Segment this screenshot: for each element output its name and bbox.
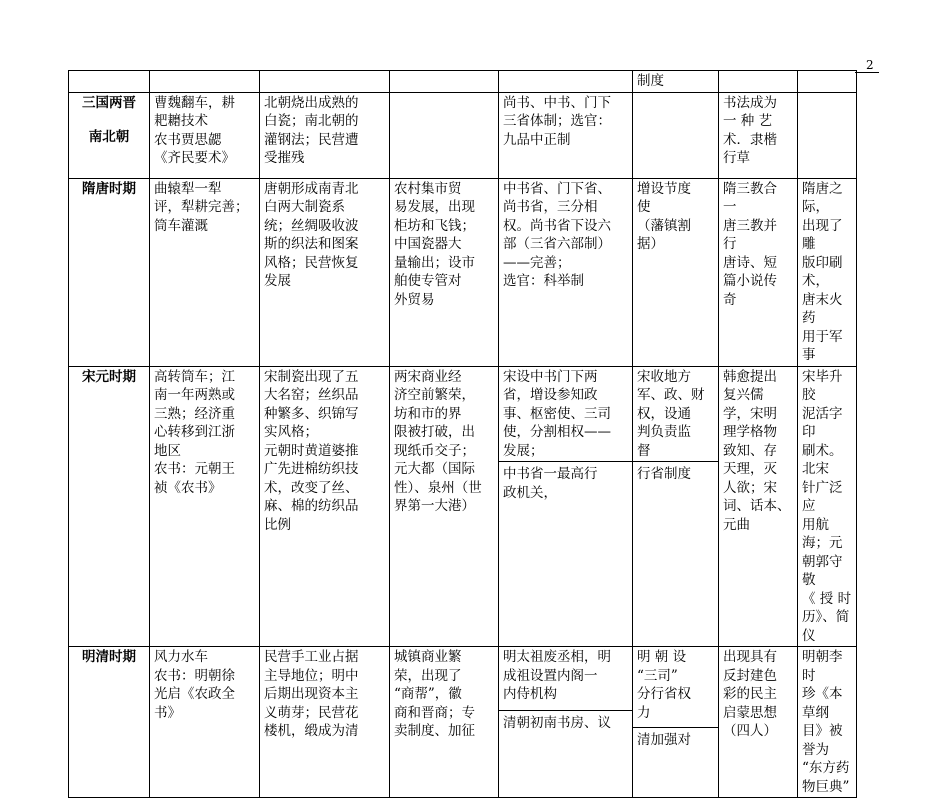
- cell-line: 词、话本、: [723, 498, 791, 514]
- cell-line: 军、政、财: [637, 387, 705, 403]
- period-cell: [69, 366, 150, 647]
- cell-line: 朝郭守敬: [802, 553, 843, 588]
- table-row: [69, 92, 857, 178]
- central-system-song: [499, 367, 632, 463]
- cell-line: 清加强对: [637, 732, 691, 748]
- local-system-cell: [633, 647, 719, 798]
- cell-line: 事、枢密使、三司: [503, 405, 611, 422]
- cell-line: 楼机，缎成为清: [264, 723, 359, 739]
- cell-line: 唐诗、短: [723, 254, 777, 271]
- cell-line: 受摧残: [264, 150, 305, 166]
- local-system-cell: [633, 178, 719, 366]
- cell-line: 政机关，: [503, 484, 557, 501]
- cell-line: 权，设通: [637, 405, 691, 422]
- cell-line: 农书贾思勰: [154, 131, 222, 148]
- cell-line: 省，增设参知政: [503, 387, 598, 403]
- cell-line: 明太祖废丞相，明: [503, 649, 611, 665]
- cell-line: 北朝烧出成熟的: [264, 94, 359, 111]
- science-cell: [798, 178, 857, 366]
- cell-line: 曲辕犁一犁: [154, 180, 222, 197]
- thought-culture-cell: [719, 647, 798, 798]
- commerce-cell: [390, 366, 499, 647]
- cell-line: 出现了雕: [802, 217, 843, 252]
- cell-line: 元曲: [723, 516, 750, 533]
- cell-line: 使，分割相权——: [503, 424, 611, 440]
- cell-line: 白两大制瓷系: [264, 199, 345, 215]
- agriculture-cell: [150, 178, 260, 366]
- handicraft-cell: [260, 178, 390, 366]
- cell-line: 三熟；经济重: [154, 405, 235, 422]
- science-cell: [798, 647, 857, 798]
- table-row: [69, 647, 857, 798]
- local-system-cell: [633, 366, 719, 647]
- cell-line: 三国两晋: [82, 94, 136, 111]
- cell-line: 界第一大港）: [394, 498, 475, 514]
- local-system-ming: [633, 647, 718, 728]
- cell-line: “商帮”，徽: [394, 686, 462, 702]
- cell-line: 珍《本草纲: [802, 686, 843, 721]
- cell-line: 选官：科举制: [503, 273, 584, 289]
- local-system-qing: [637, 728, 714, 750]
- cell-line: 分行省权: [637, 686, 691, 702]
- cell-line: “东方药: [802, 760, 850, 776]
- cell-line: 反封建色: [723, 667, 777, 684]
- cell-line: 种繁多、织锦写: [264, 405, 359, 422]
- cell-line: 书》: [154, 704, 181, 721]
- cell-line: 义萌芽；民营花: [264, 704, 359, 721]
- cell-line: 元朝时黄道婆推: [264, 442, 359, 459]
- cell-line: 性）、泉州（世: [394, 479, 482, 496]
- cell-line: 人欲；宋: [723, 479, 777, 496]
- cell-line: 明 朝 设: [637, 649, 687, 665]
- cell-line: 商和晋商；专: [394, 704, 475, 721]
- cell-line: 风格；民营恢复: [264, 254, 359, 271]
- cell-line: 九品中正制: [503, 131, 571, 148]
- cell-line: 南一年两熟或: [154, 387, 235, 403]
- header-cell: [150, 71, 260, 93]
- cell-line: 农书：明朝徐: [154, 667, 235, 684]
- cell-line: 柜坊和飞钱；: [394, 217, 475, 234]
- cell-line: 学，宋明: [723, 405, 777, 422]
- central-system-cell: [499, 178, 633, 366]
- cell-line: 判负责监: [637, 424, 691, 440]
- cell-line: 宋设中书门下两: [503, 368, 598, 385]
- cell-line: 统；丝绸吸收波: [264, 217, 359, 234]
- cell-line: 中书省、门下省、: [503, 180, 611, 197]
- cell-line: 大名窑；丝织品: [264, 387, 359, 403]
- agriculture-cell: [150, 92, 260, 178]
- cell-line: 灌钢法；民营遭: [264, 131, 359, 148]
- central-system-qing: [503, 711, 628, 733]
- science-cell: [798, 92, 857, 178]
- cell-line: 量输出；设市: [394, 254, 475, 271]
- header-cell-institution: 制度: [633, 71, 719, 93]
- cell-line: 用航海；元: [802, 516, 843, 551]
- table-row: [69, 366, 857, 647]
- cell-line: 出现具有: [723, 649, 777, 665]
- agriculture-cell: [150, 366, 260, 647]
- cell-line: “三司”: [637, 667, 678, 684]
- period-cell: [69, 178, 150, 366]
- cell-line: 筒车灌溉: [154, 217, 208, 234]
- cell-line: 明朝李时: [802, 649, 843, 684]
- cell-line: 心转移到江浙: [154, 424, 235, 440]
- cell-line: 部（三省六部制）: [503, 236, 611, 252]
- handicraft-cell: [260, 366, 390, 647]
- cell-line: 隋唐之际，: [802, 180, 843, 215]
- cell-line: 光启《农政全: [154, 686, 235, 702]
- cell-line: 限被打破，出: [394, 424, 475, 440]
- cell-line: 发展；: [503, 442, 544, 459]
- cell-line: 使: [637, 199, 651, 215]
- cell-line: 地区: [154, 442, 181, 459]
- central-system-cell: [499, 647, 633, 798]
- central-system-cell: [499, 92, 633, 178]
- agriculture-cell: [150, 647, 260, 798]
- cell-line: 刷术。北宋: [802, 442, 843, 477]
- cell-line: 现纸币交子；: [394, 442, 475, 459]
- commerce-cell: [390, 647, 499, 798]
- cell-line: 卖制度、加征: [394, 723, 475, 739]
- cell-line: 明清时期: [82, 649, 136, 665]
- cell-line: 祯《农书》: [154, 479, 222, 496]
- cell-line: 耙耱技术: [154, 113, 208, 129]
- science-cell: [798, 366, 857, 647]
- cell-line: 清朝初南书房、议: [503, 715, 611, 731]
- thought-culture-cell: [719, 366, 798, 647]
- cell-line: 宋元时期: [82, 368, 136, 385]
- cell-line: 两宋商业经: [394, 368, 462, 385]
- local-system-song: [633, 367, 718, 463]
- cell-line: 力: [637, 704, 651, 721]
- cell-line: 唐末火药: [802, 291, 843, 326]
- cell-line: ——完善；: [503, 254, 571, 271]
- cell-line: 权。尚书省下设六: [503, 217, 611, 234]
- cell-line: 理学格物: [723, 424, 777, 440]
- cell-line: 针广泛应: [802, 479, 843, 514]
- cell-line: 麻、棉的纺织品: [264, 498, 359, 514]
- cell-line: 隋唐时期: [82, 180, 136, 197]
- cell-line: 白瓷；南北朝的: [264, 113, 359, 129]
- cell-line: 据）: [637, 236, 664, 252]
- header-cell: [719, 71, 798, 93]
- cell-line: 城镇商业繁: [394, 649, 462, 665]
- cell-line: 评，犁耕完善；: [154, 199, 249, 215]
- central-system-yuan: [503, 462, 628, 502]
- cell-line: 术．隶楷: [723, 131, 777, 148]
- cell-line: 《齐民要术》: [154, 150, 235, 166]
- cell-line: 尚书、中书、门下: [503, 94, 611, 111]
- cell-line: 一: [723, 199, 737, 215]
- local-system-cell: [633, 92, 719, 178]
- cell-line: 发展: [264, 273, 291, 289]
- thought-culture-cell: [719, 178, 798, 366]
- cell-line: 历》、简仪: [802, 609, 850, 644]
- central-system-ming: [499, 647, 632, 711]
- cell-line: 奇: [723, 291, 737, 308]
- cell-line: 济空前繁荣，: [394, 387, 475, 403]
- cell-line: 风力水车: [154, 649, 208, 665]
- cell-line: 主导地位；明中: [264, 667, 359, 684]
- cell-line: 元大都（国际: [394, 461, 475, 477]
- thought-culture-cell: [719, 92, 798, 178]
- cell-line: 版印刷术，: [802, 254, 843, 289]
- cell-line: 宋制瓷出现了五: [264, 368, 359, 385]
- cell-line: 复兴儒: [723, 387, 764, 403]
- cell-line: 尚书省，三分相: [503, 199, 598, 215]
- cell-line: 督: [637, 442, 651, 459]
- header-row: [69, 71, 857, 93]
- cell-line: 三省体制；选官：: [503, 113, 611, 129]
- commerce-cell: [390, 92, 499, 178]
- cell-line: （四人）: [723, 723, 777, 739]
- page-number: 2: [866, 58, 874, 72]
- cell-line: 韩愈提出: [723, 368, 777, 385]
- cell-line: 用于军事: [802, 328, 843, 363]
- handicraft-cell: [260, 92, 390, 178]
- cell-line: 斯的织法和图案: [264, 236, 359, 252]
- cell-line: 坊和市的界: [394, 405, 462, 422]
- cell-line: 高转筒车；江: [154, 368, 235, 385]
- cell-line: 书法成为: [723, 94, 777, 111]
- cell-line: 术，改变了丝、: [264, 479, 359, 496]
- cell-line: 行: [723, 236, 737, 252]
- cell-line: 比例: [264, 516, 291, 533]
- header-cell: [499, 71, 633, 93]
- cell-line: 泥活字印: [802, 405, 843, 440]
- cell-line: 致知、存: [723, 442, 777, 459]
- header-cell: [390, 71, 499, 93]
- cell-line: 宋毕升胶: [802, 368, 843, 403]
- cell-line: 行草: [723, 150, 750, 166]
- period-cell: [69, 647, 150, 798]
- cell-line: 舶使专管对: [394, 273, 462, 289]
- cell-line: 实风格；: [264, 424, 318, 440]
- commerce-cell: [390, 178, 499, 366]
- cell-line: 彩的民主: [723, 686, 777, 702]
- cell-line: 南北朝: [88, 129, 130, 145]
- cell-line: 增设节度: [637, 180, 691, 197]
- cell-line: 广先进棉纺织技: [264, 461, 359, 477]
- cell-line: 隋三教合: [723, 180, 777, 197]
- local-system-yuan: [637, 462, 714, 484]
- handicraft-cell: [260, 647, 390, 798]
- cell-line: 荣，出现了: [394, 667, 462, 684]
- cell-line: 外贸易: [394, 291, 435, 308]
- cell-line: 唐朝形成南青北: [264, 180, 359, 197]
- cell-line: 天理，灭: [723, 461, 777, 477]
- period-cell: [69, 92, 150, 178]
- cell-line: 内侍机构: [503, 686, 557, 702]
- cell-line: 启蒙思想: [723, 704, 777, 721]
- cell-line: 中书省一最高行: [503, 466, 598, 482]
- cell-line: 后期出现资本主: [264, 686, 359, 702]
- cell-line: 宋收地方: [637, 368, 691, 385]
- header-cell: [260, 71, 390, 93]
- header-rule: [855, 72, 879, 73]
- cell-line: 成祖设置内阁一: [503, 667, 598, 684]
- cell-line: 中国瓷器大: [394, 236, 462, 252]
- cell-line: 农书：元朝王: [154, 461, 235, 477]
- history-table: [68, 70, 857, 798]
- cell-line: 《 授 时: [802, 590, 852, 607]
- cell-line: （藩镇割: [637, 217, 691, 234]
- cell-line: 农村集市贸: [394, 180, 462, 197]
- cell-line: 易发展，出现: [394, 199, 475, 215]
- cell-line: 物巨典”: [802, 778, 850, 795]
- cell-line: 目》被誉为: [802, 723, 843, 758]
- header-cell: [69, 71, 150, 93]
- cell-line: 民营手工业占据: [264, 649, 359, 665]
- cell-line: 曹魏翻车，耕: [154, 94, 235, 111]
- cell-line: 行省制度: [637, 466, 691, 482]
- central-system-cell: [499, 366, 633, 647]
- cell-line: 唐三教并: [723, 217, 777, 234]
- cell-line: 篇小说传: [723, 273, 777, 289]
- cell-line: 一 种 艺: [723, 113, 773, 129]
- table-row: [69, 178, 857, 366]
- header-cell: [798, 71, 857, 93]
